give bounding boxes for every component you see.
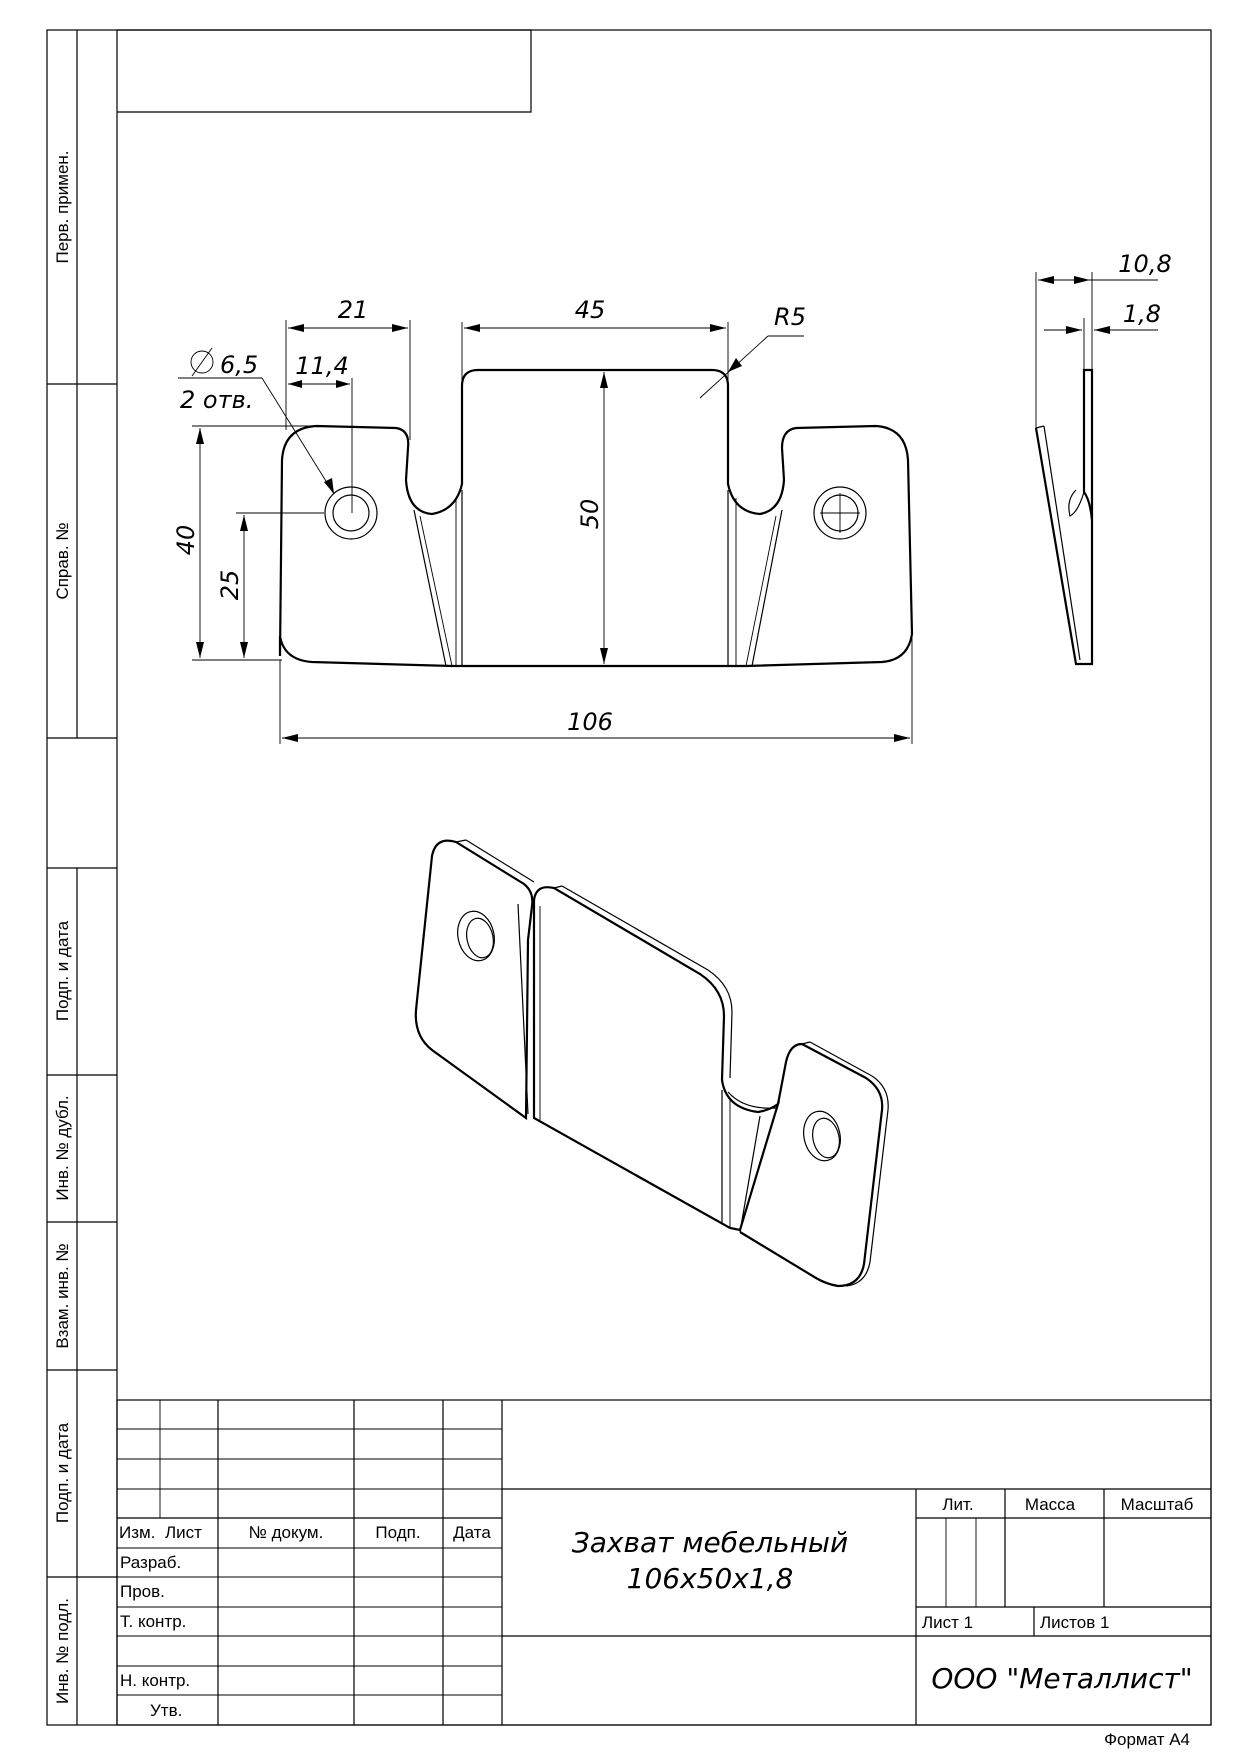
isometric-view (416, 840, 888, 1286)
tb-col-izm: Изм. (119, 1523, 156, 1542)
dim-45: 45 (574, 296, 606, 324)
tb-prov: Пров. (120, 1582, 165, 1601)
upper-side-strips (47, 30, 117, 738)
dim-10-8: 10,8 (1118, 250, 1172, 278)
dim-25: 25 (216, 569, 244, 601)
dim-holes-count: 2 отв. (180, 386, 254, 414)
tb-col-data: Дата (453, 1523, 491, 1542)
label-perv-primen: Перв. примен. (53, 150, 72, 264)
tb-utv: Утв. (150, 1701, 183, 1720)
dim-40: 40 (172, 524, 200, 556)
tb-part-name: Захват мебельный (571, 1526, 849, 1559)
tb-company: ООО "Металлист" (931, 1662, 1193, 1695)
side-dimensions (1036, 272, 1158, 428)
label-inv-podl: Инв. № подл. (53, 1598, 72, 1704)
tb-n-kontr: Н. контр. (120, 1671, 191, 1690)
front-dimensions (178, 320, 912, 744)
label-podp-data-2: Подп. и дата (53, 1422, 72, 1524)
tb-razrab: Разраб. (120, 1553, 182, 1572)
tb-col-list: Лист (165, 1523, 202, 1542)
dim-1-8: 1,8 (1122, 300, 1162, 328)
format-label: Формат А4 (1104, 1730, 1190, 1749)
tb-lit: Лит. (942, 1495, 974, 1514)
tb-massa: Масса (1024, 1495, 1076, 1514)
tb-masshtab: Масштаб (1120, 1495, 1194, 1514)
dim-r5: R5 (774, 303, 806, 331)
label-podp-data-1: Подп. и дата (53, 920, 72, 1022)
side-view (1036, 370, 1092, 664)
tb-t-kontr: Т. контр. (120, 1612, 187, 1631)
dim-21: 21 (337, 296, 369, 324)
dim-hole-diameter: 6,5 (220, 351, 259, 379)
tb-part-size: 106x50x1,8 (626, 1562, 794, 1595)
label-sprav-no: Справ. № (53, 522, 72, 600)
top-stamp-box (117, 30, 531, 112)
dim-11-4: 11,4 (295, 352, 349, 380)
tb-list: Лист 1 (922, 1613, 974, 1632)
tb-listov: Листов 1 (1040, 1613, 1110, 1632)
tb-col-doc: № докум. (248, 1523, 324, 1542)
label-vzam-inv: Взам. инв. № (53, 1243, 72, 1349)
label-inv-dubl: Инв. № дубл. (53, 1095, 72, 1201)
tb-col-podp: Подп. (375, 1523, 421, 1542)
dim-106: 106 (567, 708, 613, 736)
dim-50: 50 (576, 498, 604, 530)
